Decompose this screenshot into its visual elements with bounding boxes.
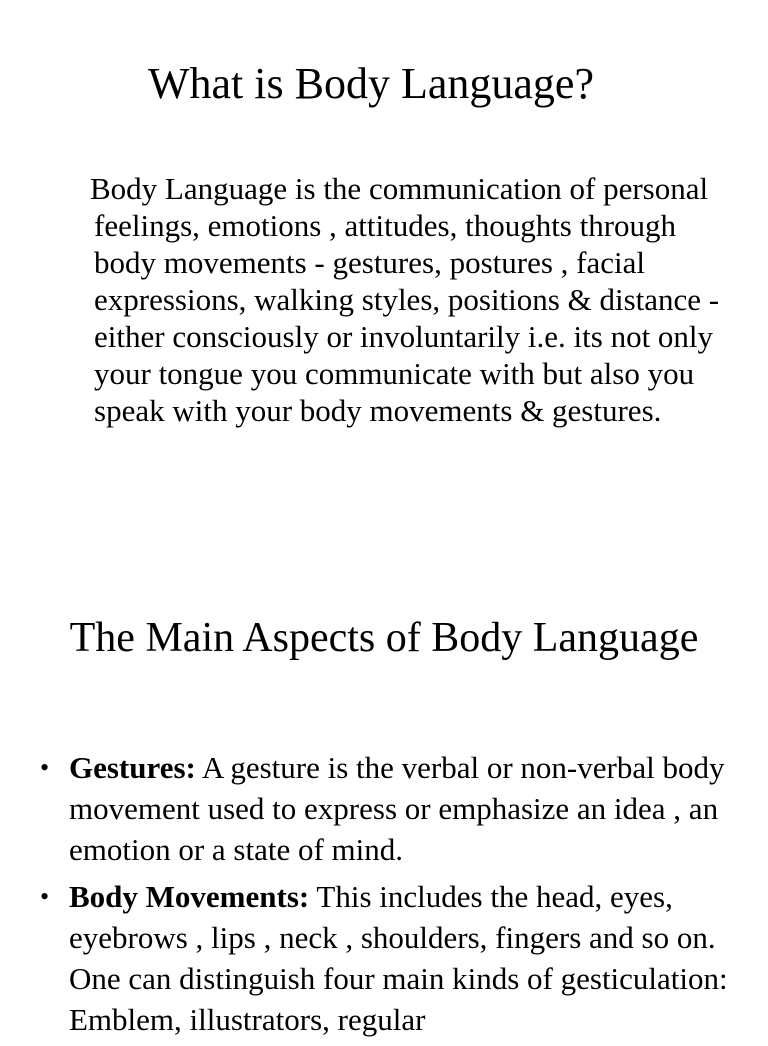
slide-title: The Main Aspects of Body Language [69, 615, 699, 661]
term-description: A gesture is the verbal or non-verbal body movement used to express or emphasize an idea , an emotion or a state of mind. [69, 750, 725, 867]
bullet-icon: • [40, 882, 50, 911]
term-label: Gestures: [69, 750, 196, 785]
slide-title: What is Body Language? [148, 59, 594, 108]
term-description: This includes the head, eyes, eyebrows , lips , neck , shoulders, fingers and so on. One can distinguish four main kinds of gesticulation: Emblem, illustrators, regular [69, 879, 728, 1037]
aspects-list [40, 747, 730, 1046]
bullet-icon: • [40, 753, 50, 782]
list-item-gestures [40, 747, 730, 870]
definition-paragraph: Body Language is the communication of personal feelings, emotions , attitudes, thoughts through body movements - gestures, postures , facial expressions, walking styles, positions & distance - either consciously or involuntarily i.e. its not only your tongue you communicate with but also you speak with your body movements & gestures. [90, 171, 720, 428]
slide-main-aspects [0, 560, 768, 1037]
list-item-body-movements [40, 876, 730, 1040]
term-label: Body Movements: [69, 879, 310, 914]
